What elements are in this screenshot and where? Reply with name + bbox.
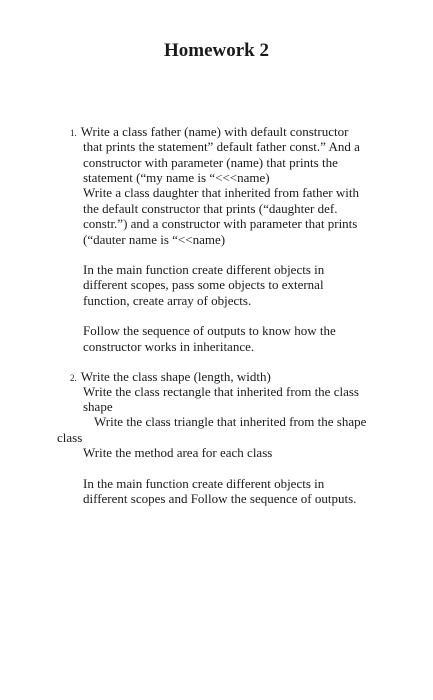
- item-1-line-13: constructor works in inheritance.: [83, 339, 255, 354]
- item-1-text: Write a class father (name) with default constructor: [80, 124, 349, 139]
- item-1-line-7: constr.”) and a constructor with parameter that prints: [83, 216, 358, 231]
- item-1-line-4: statement (“my name is “<<<name): [83, 170, 270, 185]
- item-1-line-5: Write a class daughter that inherited from father with: [83, 185, 359, 200]
- item-1-line-12: Follow the sequence of outputs to know how the: [83, 323, 336, 338]
- item-1-line-2: that prints the statement” default father const.” And a: [83, 139, 360, 154]
- item-1-line-9: In the main function create different objects in: [83, 262, 325, 277]
- item-2-number: 2.: [70, 373, 77, 383]
- page-title: Homework 2: [163, 40, 269, 61]
- item-2-line-2: Write the class rectangle that inherited from the class: [83, 384, 359, 399]
- item-1-line-10: different scopes, pass some objects to external: [83, 277, 324, 292]
- item-2-line-8: different scopes and Follow the sequence of outputs.: [83, 491, 357, 506]
- item-2-line-3: shape: [83, 399, 113, 414]
- item-1-line-8: (“dauter name is “<<name): [83, 232, 226, 247]
- item-1-line-3: constructor with parameter (name) that prints the: [83, 155, 338, 170]
- item-2-line-7: In the main function create different objects in: [83, 476, 325, 491]
- item-2-line-6: Write the method area for each class: [83, 445, 273, 460]
- item-2-text: Write the class shape (length, width): [80, 369, 271, 384]
- item-1-number: 1.: [70, 128, 77, 138]
- item-2-line-5: class: [57, 430, 83, 445]
- item-2-line-4: Write the class triangle that inherited from the shape: [94, 414, 367, 429]
- item-1-line-11: function, create array of objects.: [83, 293, 252, 308]
- item-1-line-6: the default constructor that prints (“daughter def.: [83, 201, 338, 216]
